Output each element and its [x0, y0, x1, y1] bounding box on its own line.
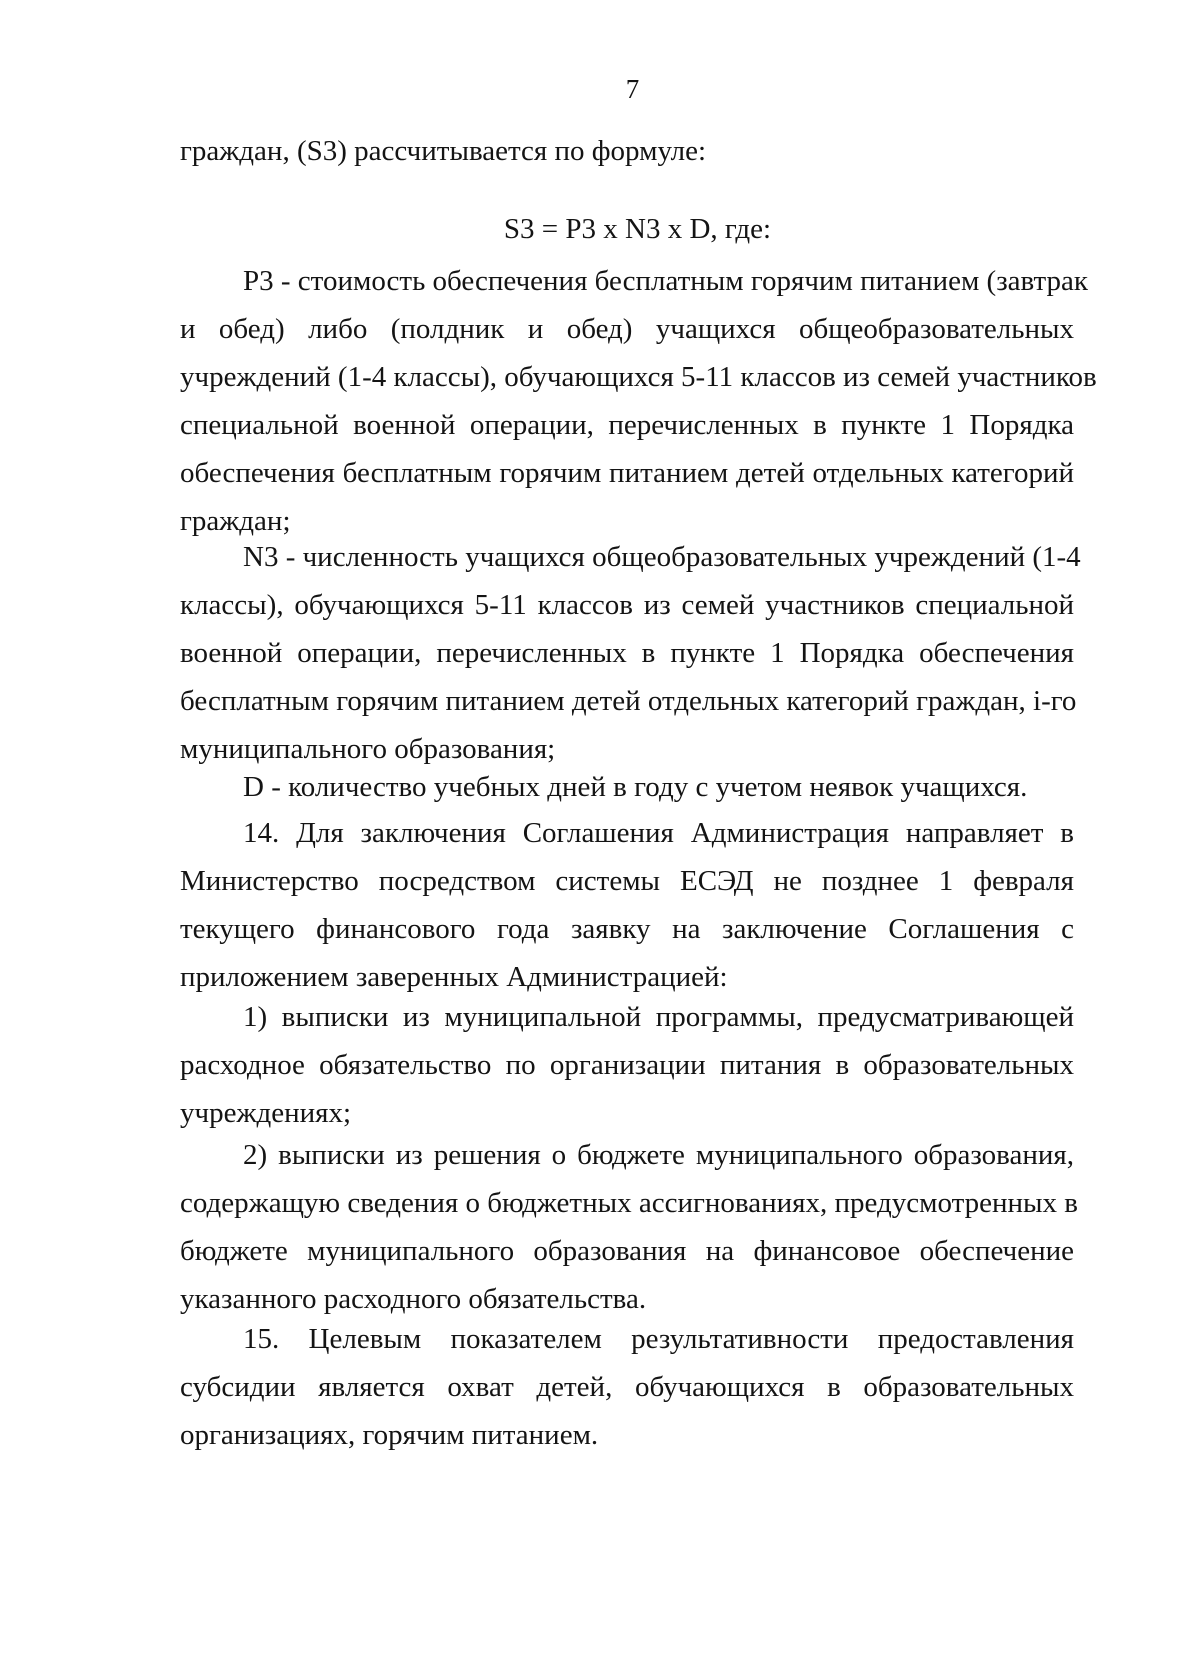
paragraph-line: учреждений (1-4 классы), обучающихся 5-11 классов из семей участников: [180, 361, 1097, 393]
paragraph-line: и обед) либо (полдник и обед) учащихся общеобразовательных: [180, 313, 1074, 345]
paragraph-15: [180, 1315, 1074, 1459]
paragraph-line: N3 - численность учащихся общеобразовательных учреждений (1-4: [243, 541, 1081, 573]
paragraph-line: муниципального образования;: [180, 733, 556, 765]
intro-line: граждан, (S3) рассчитывается по формуле:: [180, 135, 707, 167]
paragraph-line: учреждениях;: [180, 1097, 352, 1129]
paragraph-n3-definition: [180, 533, 1081, 773]
paragraph-line: указанного расходного обязательства.: [180, 1283, 647, 1315]
paragraph-line: 15. Целевым показателем результативности предоставления: [243, 1323, 1074, 1355]
paragraph-line: приложением заверенных Администрацией:: [180, 961, 728, 993]
list-item-1: [180, 993, 1074, 1137]
list-item-2: [180, 1131, 1078, 1323]
paragraph-d-definition: [180, 763, 1074, 811]
paragraph-line: 2) выписки из решения о бюджете муниципального образования,: [243, 1139, 1074, 1171]
paragraph-line: обеспечения бесплатным горячим питанием детей отдельных категорий: [180, 457, 1074, 489]
paragraph-line: D - количество учебных дней в году с учетом неявок учащихся.: [243, 771, 1028, 803]
paragraph-line: Министерство посредством системы ЕСЭД не позднее 1 февраля: [180, 865, 1074, 897]
paragraph-line: субсидии является охват детей, обучающихся в образовательных: [180, 1371, 1074, 1403]
paragraph-line: расходное обязательство по организации питания в образовательных: [180, 1049, 1074, 1081]
formula: S3 = P3 x N3 x D, где:: [503, 213, 772, 245]
paragraph-line: специальной военной операции, перечисленных в пункте 1 Порядка: [180, 409, 1074, 441]
paragraph-p3-definition: [180, 257, 1097, 545]
paragraph-line: P3 - стоимость обеспечения бесплатным горячим питанием (завтрак: [243, 265, 1088, 297]
page-number: 7: [625, 74, 640, 104]
paragraph-line: организациях, горячим питанием.: [180, 1419, 599, 1451]
paragraph-line: содержащую сведения о бюджетных ассигнованиях, предусмотренных в: [180, 1187, 1078, 1219]
paragraph-line: бесплатным горячим питанием детей отдельных категорий граждан, i-го: [180, 685, 1077, 717]
paragraph-line: 14. Для заключения Соглашения Администрация направляет в: [243, 817, 1074, 849]
paragraph-line: классы), обучающихся 5-11 классов из семей участников специальной: [180, 589, 1074, 621]
paragraph-line: текущего финансового года заявку на заключение Соглашения с: [180, 913, 1074, 945]
paragraph-line: 1) выписки из муниципальной программы, предусматривающей: [243, 1001, 1074, 1033]
paragraph-line: граждан;: [180, 505, 291, 537]
paragraph-14: [180, 809, 1074, 1001]
paragraph-line: военной операции, перечисленных в пункте 1 Порядка обеспечения: [180, 637, 1074, 669]
paragraph-line: бюджете муниципального образования на финансовое обеспечение: [180, 1235, 1074, 1267]
